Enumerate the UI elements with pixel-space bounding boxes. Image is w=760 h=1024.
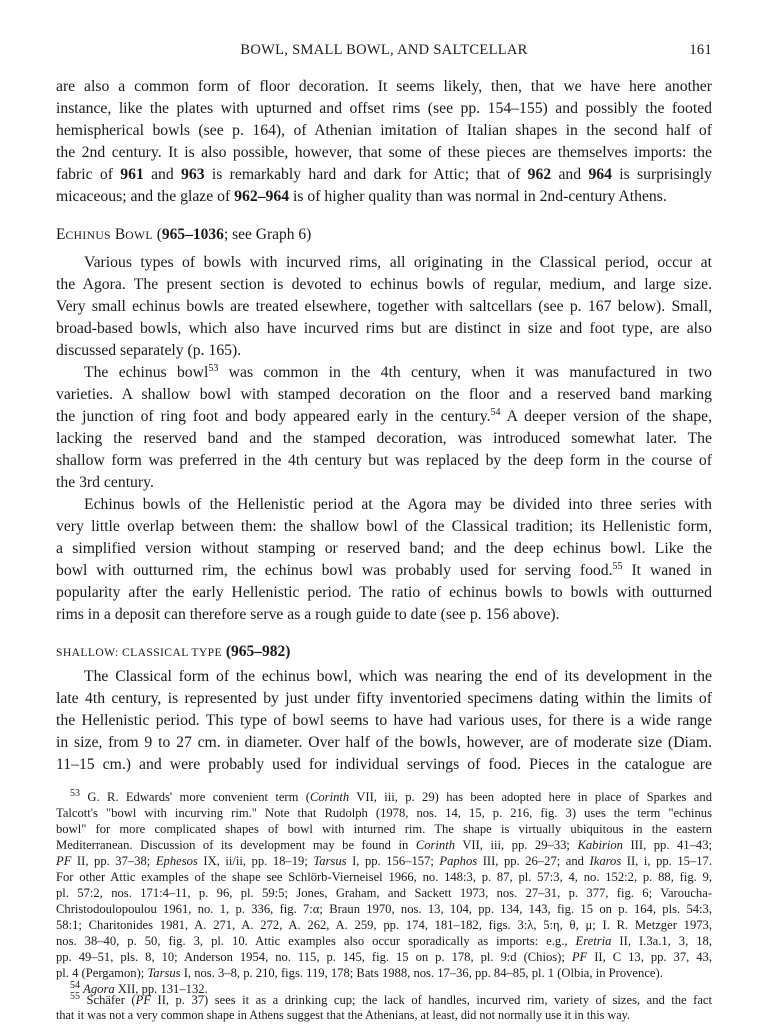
page-number: 161 xyxy=(689,42,712,58)
body-line: varieties. A shallow bowl with stamped decoration on the floor and a reserved band marking xyxy=(56,386,712,403)
body-line: very little overlap between them: the shallow bowl of the Classical tradition; its Hellenistic form, xyxy=(56,518,712,535)
footnote-ref: 55 xyxy=(612,560,623,572)
footnote-53: $^{53}$ G. R. Edwards' more convenient term (Corinth VII, iii, p. 29) has been adopted here in place of Sparkes and xyxy=(70,787,712,804)
running-title: BOWL, SMALL BOWL, AND SALTCELLAR xyxy=(240,42,528,58)
footnote-line: pp. 49–51, pls. 8, 10; Anderson 1954, no. 115, p. 145, fig. 15 on p. 178, pl. 9:d (Chios); PF II, C 13, pp. 37, 43, xyxy=(56,950,712,964)
footnote-line: nos. 38–40, p. 50, fig. 3, pl. 10. Attic examples also occur sporadically as imports: e.g., Eretria II, I.3a.1, 3, 18, xyxy=(56,934,712,948)
body-line: The Classical form of the echinus bowl, which was nearing the end of its development in the xyxy=(84,668,712,685)
footnote-54: $^{54}$ Agora XII, pp. 131–132. xyxy=(70,979,208,996)
footnote-line: bowl" for more complicated shapes of bowl with inturned rim. The shape is virtually ubiquitous in the eastern xyxy=(56,822,712,836)
body-line: The echinus bowl$^{53}$ was common in the 4th century, when it was manufactured in two xyxy=(84,362,712,381)
body-line: a simplified version without stamping or reserved band; and the deep echinus bowl. Like the xyxy=(56,540,712,557)
footnote-line: Christodoulopoulou 1961, no. 1, p. 336, fig. 7:α; Braun 1970, nos. 13, 104, pp. 134, 143, fig. 15 on p. 164, pls. 54:3, xyxy=(56,902,712,916)
footnote-55: $^{55}$ Schäfer (PF II, p. 37) sees it as a drinking cup; the lack of handles, incurved rim, variety of sizes, and the fact xyxy=(70,990,713,1007)
body-line: the 2nd century. It is also possible, however, that some of these pieces are themselves imports: the xyxy=(56,144,712,161)
running-header xyxy=(56,42,712,64)
footnote-ref: 53 xyxy=(208,362,219,374)
footnote-line: 58:1; Charitonides 1981, A. 271, A. 272, A. 262, A. 259, pp. 174, 181–182, figs. 3:λ, 5:η, θ, μ; I. R. Metzger 1973, xyxy=(56,918,712,932)
body-line: discussed separately (p. 165). xyxy=(56,342,242,359)
body-line: are also a common form of floor decoration. It seems likely, then, that we have here another xyxy=(56,78,712,95)
body-line: Echinus bowls of the Hellenistic period at the Agora may be divided into three series with xyxy=(84,496,712,513)
body-line: popularity after the early Hellenistic period. The ratio of echinus bowls to bowls with outturned xyxy=(56,584,712,601)
footnote-line: Mediterranean. Discussion of its development may be found in Corinth VII, iii, pp. 29–33; Kabirion III, pp. 41–43; xyxy=(56,838,712,852)
footnote-ref: 54 xyxy=(490,406,501,418)
body-line: the Hellenistic period. This type of bowl seems to have had various uses, for there is a wide range xyxy=(56,712,712,729)
body-line: Various types of bowls with incurved rims, all originating in the Classical period, occur at xyxy=(84,254,712,271)
body-line: Very small echinus bowls are treated elsewhere, together with saltcellars (see p. 167 below). Small, xyxy=(56,298,712,315)
footnote-line: that it was not a very common shape in Athens suggest that the Athenians, at least, did not normally use it in this way. xyxy=(56,1008,630,1022)
section-heading-shallow-classical: SHALLOW: CLASSICAL TYPE (965–982) xyxy=(56,643,291,660)
body-line: rims in a deposit can therefore serve as a rough guide to date (see p. 156 above). xyxy=(56,606,560,623)
footnote-line: pl. 57:2, nos. 171:4–11, p. 96, pl. 59:5; Jones, Graham, and Sackett 1973, nos. 27–31, p. 377, fig. 6; Varoucha- xyxy=(56,886,712,900)
body-line: 11–15 cm.) and were probably used for individual servings of food. Pieces in the catalogue are xyxy=(56,756,712,773)
body-line: fabric of 961 and 963 is remarkably hard and dark for Attic; that of 962 and 964 is surprisingly xyxy=(56,166,712,183)
body-line: late 4th century, is represented by just under fifty inventoried specimens dating within the limits of xyxy=(56,690,712,707)
body-line: the Agora. The present section is devoted to echinus bowls of regular, medium, and large size. xyxy=(56,276,712,293)
body-line: in size, from 9 to 27 cm. in diameter. Over half of the bowls, however, are of moderate size (Diam. xyxy=(56,734,712,751)
footnote-line: pl. 4 (Pergamon); Tarsus I, nos. 3–8, p. 210, figs. 119, 178; Bats 1988, nos. 17–36, pp. 84–85, pl. 1 (Olbia, in Provence). xyxy=(56,966,663,980)
body-line: bowl with outturned rim, the echinus bowl was probably used for serving food.$^{55}$ It waned in xyxy=(56,560,713,579)
body-line: the junction of ring foot and body appeared early in the century.$^{54}$ A deeper version of the shape, xyxy=(56,406,713,425)
body-line: broad-based bowls, which also have incurved rims but are distinct in size and foot type, are also xyxy=(56,320,712,337)
body-line: hemispherical bowls (see p. 164), of Athenian imitation of Italian shapes in the second half of xyxy=(56,122,712,139)
body-line: lacking the reserved band and the stamped decoration, was introduced somewhat later. The xyxy=(56,430,712,447)
body-line: micaceous; and the glaze of 962–964 is of higher quality than was normal in 2nd-century Athens. xyxy=(56,188,667,205)
footnote-line: PF II, pp. 37–38; Ephesos IX, ii/ii, pp. 18–19; Tarsus I, pp. 156–157; Paphos III, pp. 26–27; and Ikaros II, i, pp. 15–17. xyxy=(56,854,712,868)
footnote-line: For other Attic examples of the shape see Schlörb-Vierneisel 1966, no. 148:3, p. 87, pl. 57:3, 4, no. 152:2, p. 88, fig. 9, xyxy=(56,870,712,884)
body-line: shallow form was preferred in the 4th century but was replaced by the deep form in the course of xyxy=(56,452,712,469)
footnote-line: Talcott's "bowl with incurving rim." Note that Rudolph (1978, nos. 14, 15, p. 216, fig. 3) uses the term "echinus xyxy=(56,806,712,820)
section-heading-echinus-bowl: ECHINUS BOWL (965–1036; see Graph 6) xyxy=(56,226,312,243)
body-line: the 3rd century. xyxy=(56,474,154,491)
body-line: instance, like the plates with upturned and offset rims (see pp. 154–155) and possibly the footed xyxy=(56,100,712,117)
